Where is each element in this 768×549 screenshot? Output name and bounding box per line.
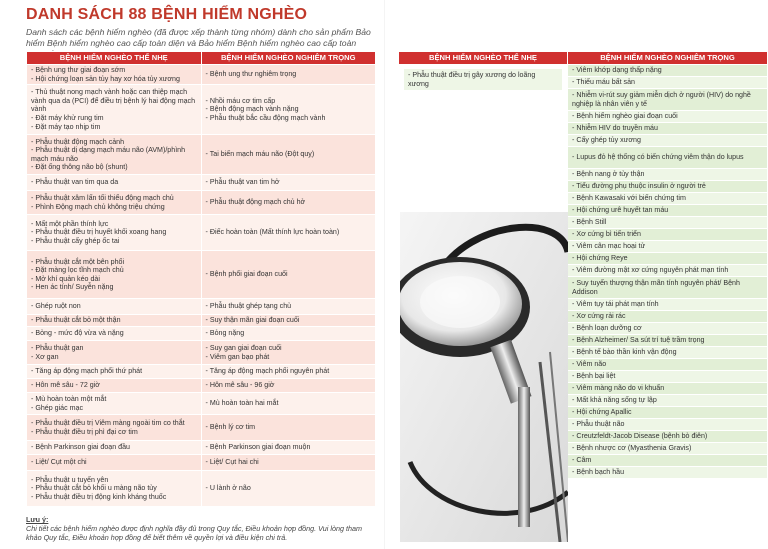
mild-cell: - Thủ thuật nong mạch vành hoặc can thiệp mạch vành qua da (PCI) để điều trị bệnh lý hai động mạch vành - Đặt máy khử rung tim - Đặt máy tạo nhịp tim <box>27 85 202 135</box>
left-disease-table <box>26 51 376 507</box>
severe-cell: - Câm <box>568 455 768 467</box>
note-text: Chi tiết các bệnh hiểm nghèo được định nghĩa đầy đủ trong Quy tắc, Điều khoản hợp đồng. Vui lòng tham khảo Quy tắc, Điều khoản hợp đồng để biết thêm về quyền lợi và điều kiện chi trả. <box>26 524 362 542</box>
severe-cell: - Phẫu thuật ghép tạng chủ <box>201 299 376 315</box>
severe-cell: - Lupus đỏ hệ thống có biến chứng viêm thận do lupus <box>568 147 768 169</box>
severe-cell: - Bệnh Alzheimer/ Sa sút trí tuệ trầm trọng <box>568 335 768 347</box>
severe-cell: - Xơ cứng rải rác <box>568 311 768 323</box>
mild-cell: - Liệt/ Cụt một chi <box>27 455 202 471</box>
table-row <box>27 251 376 299</box>
table-row <box>27 455 376 471</box>
table-row <box>27 365 376 379</box>
severe-cell: - Hội chứng urê huyết tan máu <box>568 205 768 217</box>
mild-cell: - Phẫu thuật cắt bỏ một thận <box>27 315 202 327</box>
table-row <box>27 85 376 135</box>
table-row <box>27 441 376 455</box>
table-row <box>27 299 376 315</box>
stethoscope-image <box>400 212 568 542</box>
severe-cell: - Bệnh lý cơ tim <box>201 415 376 441</box>
table-row <box>27 65 376 85</box>
severe-cell: - Phẫu thuật động mạch chủ hở <box>201 191 376 215</box>
severe-cell: - Viêm khớp dạng thấp nặng <box>568 65 768 77</box>
severe-cell: - Hội chứng Apallic <box>568 407 768 419</box>
severe-cell: - Phẫu thuật van tim hở <box>201 175 376 191</box>
severe-cell: - Phẫu thuật não <box>568 419 768 431</box>
severe-cell: - Nhiễm vi-rút suy giảm miễn dịch ở người (HIV) do nghề nghiệp là nhân viên y tế <box>568 89 768 111</box>
mild-cell: - Hôn mê sâu - 72 giờ <box>27 379 202 393</box>
severe-cell: - Suy tuyến thượng thận mãn tính nguyên phát/ Bệnh Addison <box>568 277 768 299</box>
table-row <box>27 379 376 393</box>
mild-cell: - Mất một phần thính lực - Phẫu thuật điều trị huyết khối xoang hang - Phẫu thuật cấy ghép ốc tai <box>27 215 202 251</box>
mild-cell: - Phẫu thuật u tuyến yên - Phẫu thuật cắt bỏ khối u màng não tủy - Phẫu thuật điều trị động kinh kháng thuốc <box>27 471 202 507</box>
severe-cell: - Viêm đường mật xơ cứng nguyên phát mạn tính <box>568 265 768 277</box>
header-severe: BỆNH HIỂM NGHÈO NGHIÊM TRỌNG <box>201 52 376 65</box>
severe-cell: - Hôn mê sâu - 96 giờ <box>201 379 376 393</box>
header-mild: BỆNH HIỂM NGHÈO THỂ NHẸ <box>27 52 202 65</box>
column-divider <box>384 0 385 549</box>
severe-cell: - Bệnh bạch hầu <box>568 467 768 479</box>
severe-cell: - Suy gan giai đoạn cuối - Viêm gan bạo phát <box>201 341 376 365</box>
stethoscope-icon <box>400 212 568 542</box>
severe-cell: - Viêm não <box>568 359 768 371</box>
severe-cell: - Bệnh Parkinson giai đoạn muộn <box>201 441 376 455</box>
severe-cell: - Cấy ghép tủy xương <box>568 135 768 147</box>
severe-cell: - Bệnh Still <box>568 217 768 229</box>
mild-cell: - Phẫu thuật động mạch cảnh - Phẫu thuật dị dạng mạch máu não (AVM)/phình mạch máu não - Đặt ống thông não bộ (shunt) <box>27 135 202 175</box>
severe-cell: - Suy thận mãn giai đoạn cuối <box>201 315 376 327</box>
severe-cell: - Bệnh ung thư nghiêm trọng <box>201 65 376 85</box>
mild-cell: - Phẫu thuật van tim qua da <box>27 175 202 191</box>
severe-cell: - Viêm cân mạc hoại tử <box>568 241 768 253</box>
table-row <box>27 191 376 215</box>
table-row <box>27 215 376 251</box>
mild-cell: - Bỏng - mức độ vừa và nặng <box>27 327 202 341</box>
severe-cell: - Viêm màng não do vi khuẩn <box>568 383 768 395</box>
severe-cell: - Hội chứng Reye <box>568 253 768 265</box>
table-row <box>27 327 376 341</box>
mild-cell: - Phẫu thuật xâm lấn tối thiểu động mạch chủ - Phình Động mạch chủ không triệu chứng <box>27 191 202 215</box>
severe-cell: - U lành ở não <box>201 471 376 507</box>
severe-cell: - Bệnh nang ở tủy thận <box>568 169 768 181</box>
severe-cell: - Tai biến mạch máu não (Đột quỵ) <box>201 135 376 175</box>
table-row <box>27 175 376 191</box>
severe-cell: - Điếc hoàn toàn (Mất thính lực hoàn toàn) <box>201 215 376 251</box>
intro-text: Danh sách các bệnh hiểm nghèo (đã được xếp thành từng nhóm) dành cho sản phẩm Bảo hiểm Bệnh hiểm nghèo cao cấp toàn diện và Bảo hiểm Bệnh hiểm nghèo cao cấp toàn <box>26 27 371 48</box>
severe-cell: - Creutzfeldt-Jacob Disease (bệnh bò điên) <box>568 431 768 443</box>
table-row <box>27 471 376 507</box>
table-row <box>27 315 376 327</box>
mild-cell: - Phẫu thuật cắt một bên phổi - Đặt màng lọc tĩnh mạch chủ - Mở khí quản kéo dài - Hen ác tính/ Suyễn nặng <box>27 251 202 299</box>
table-row <box>27 341 376 365</box>
severe-cell: - Nhồi máu cơ tim cấp - Bệnh động mạch vành nặng - Phẫu thuật bắc cầu động mạch vành <box>201 85 376 135</box>
severe-cell: - Tiểu đường phụ thuộc insulin ở người trẻ <box>568 181 768 193</box>
severe-cell: - Bệnh tế bào thần kinh vận động <box>568 347 768 359</box>
severe-cell: - Mù hoàn toàn hai mắt <box>201 393 376 415</box>
severe-cell: - Bỏng nặng <box>201 327 376 341</box>
note-label: Lưu ý: <box>26 515 49 524</box>
severe-cell: - Bệnh phổi giai đoạn cuối <box>201 251 376 299</box>
table-row <box>399 65 768 77</box>
table-row <box>27 393 376 415</box>
mild-item: - Phẫu thuật điều trị gây xương do loãng xương <box>404 69 562 90</box>
page-title: DANH SÁCH 88 BỆNH HIỂM NGHÈO <box>26 6 308 23</box>
severe-cell: - Thiếu máu bất sản <box>568 77 768 89</box>
severe-cell: - Viêm tụy tái phát mạn tính <box>568 299 768 311</box>
severe-cell: - Liệt/ Cụt hai chi <box>201 455 376 471</box>
note <box>26 515 371 542</box>
severe-cell: - Bệnh hiểm nghèo giai đoạn cuối <box>568 111 768 123</box>
severe-cell: - Bệnh bại liệt <box>568 371 768 383</box>
mild-cell: - Bệnh ung thư giai đoạn sớm - Hội chứng loạn sản tủy hay xơ hóa tủy xương <box>27 65 202 85</box>
mild-cell: - Mù hoàn toàn một mắt - Ghép giác mạc <box>27 393 202 415</box>
table-row <box>27 135 376 175</box>
severe-cell: - Bệnh nhược cơ (Myasthenia Gravis) <box>568 443 768 455</box>
severe-cell: - Mất khả năng sống tự lập <box>568 395 768 407</box>
severe-cell: - Nhiễm HIV do truyền máu <box>568 123 768 135</box>
severe-cell: - Tăng áp động mạch phổi nguyên phát <box>201 365 376 379</box>
severe-cell: - Bệnh loạn dưỡng cơ <box>568 323 768 335</box>
mild-cell: - Phẫu thuật điều trị Viêm màng ngoài tim co thắt - Phẫu thuật điều trị phì đại cơ tim <box>27 415 202 441</box>
severe-cell: - Bệnh Kawasaki với biến chứng tim <box>568 193 768 205</box>
mild-cell: - Phẫu thuật gan - Xơ gan <box>27 341 202 365</box>
table-row <box>27 415 376 441</box>
mild-cell: - Ghép ruột non <box>27 299 202 315</box>
mild-cell: - Bệnh Parkinson giai đoạn đầu <box>27 441 202 455</box>
mild-cell: - Tăng áp động mạch phổi thứ phát <box>27 365 202 379</box>
severe-cell: - Xơ cứng bì tiến triển <box>568 229 768 241</box>
header-mild-right: BỆNH HIỂM NGHÈO THỂ NHẸ <box>399 52 568 65</box>
header-severe-right: BỆNH HIỂM NGHÈO NGHIÊM TRỌNG <box>568 52 768 65</box>
